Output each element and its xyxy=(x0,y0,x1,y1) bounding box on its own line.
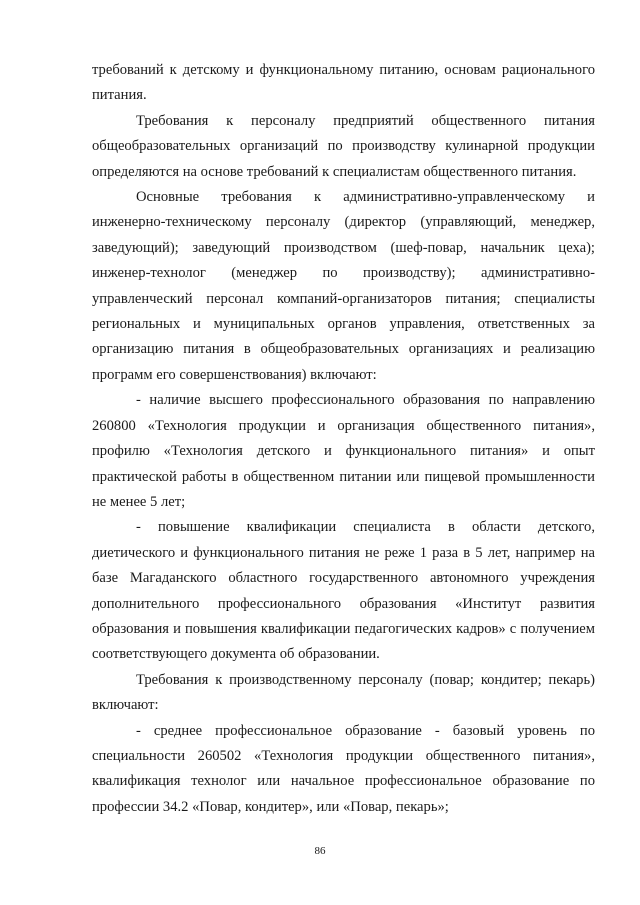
paragraph-continuation: требований к детскому и функциональному питанию, основам рационального питания. xyxy=(92,62,595,104)
body-text xyxy=(92,58,595,820)
list-item-qualification: - повышение квалификации специалиста в области детского, диетического и функционального питания не реже 1 раза в 5 лет, например на базе Магаданского областного государственного автономного учреждения дополнительного профессионального образования «Институт развития образования и повышения квалификации педагогических кадров» с получением соответствующего документа об образовании. xyxy=(92,519,595,663)
page-number: 86 xyxy=(314,845,326,857)
list-item-secondary-education: - среднее профессиональное образование - базовый уровень по специальности 260502 «Технология продукции общественного питания», квалификация технолог или начальное профессиональное образование по профессии 34.2 «Повар, кондитер», или «Повар, пекарь»; xyxy=(92,722,595,815)
paragraph-staff-requirements: Требования к персоналу предприятий общественного питания общеобразовательных организаций по производству кулинарной продукции определяются на основе требований к специалистам общественного питания. xyxy=(92,112,595,180)
paragraph-production-staff: Требования к производственному персоналу (повар; кондитер; пекарь) включают: xyxy=(92,671,595,714)
list-item-higher-education: - наличие высшего профессионального образования по направлению 260800 «Технология продукции и организация общественного питания», профилю «Технология детского и функционального питания» и опыт практической работы в общественном питании или пищевой промышленности не менее 5 лет; xyxy=(92,392,595,510)
paragraph-management-requirements: Основные требования к административно-управленческому и инженерно-техническому персоналу (директор (управляющий, менеджер, заведующий); заведующий производством (шеф-повар, начальник цеха); инженер-технолог (менеджер по производству); административно-управленческий персонал компаний-организаторов питания; специалисты региональных и муниципальных органов управления, ответственных за организацию питания в общеобразовательных организациях и реализацию программ его совершенствования) включают: xyxy=(92,189,595,383)
